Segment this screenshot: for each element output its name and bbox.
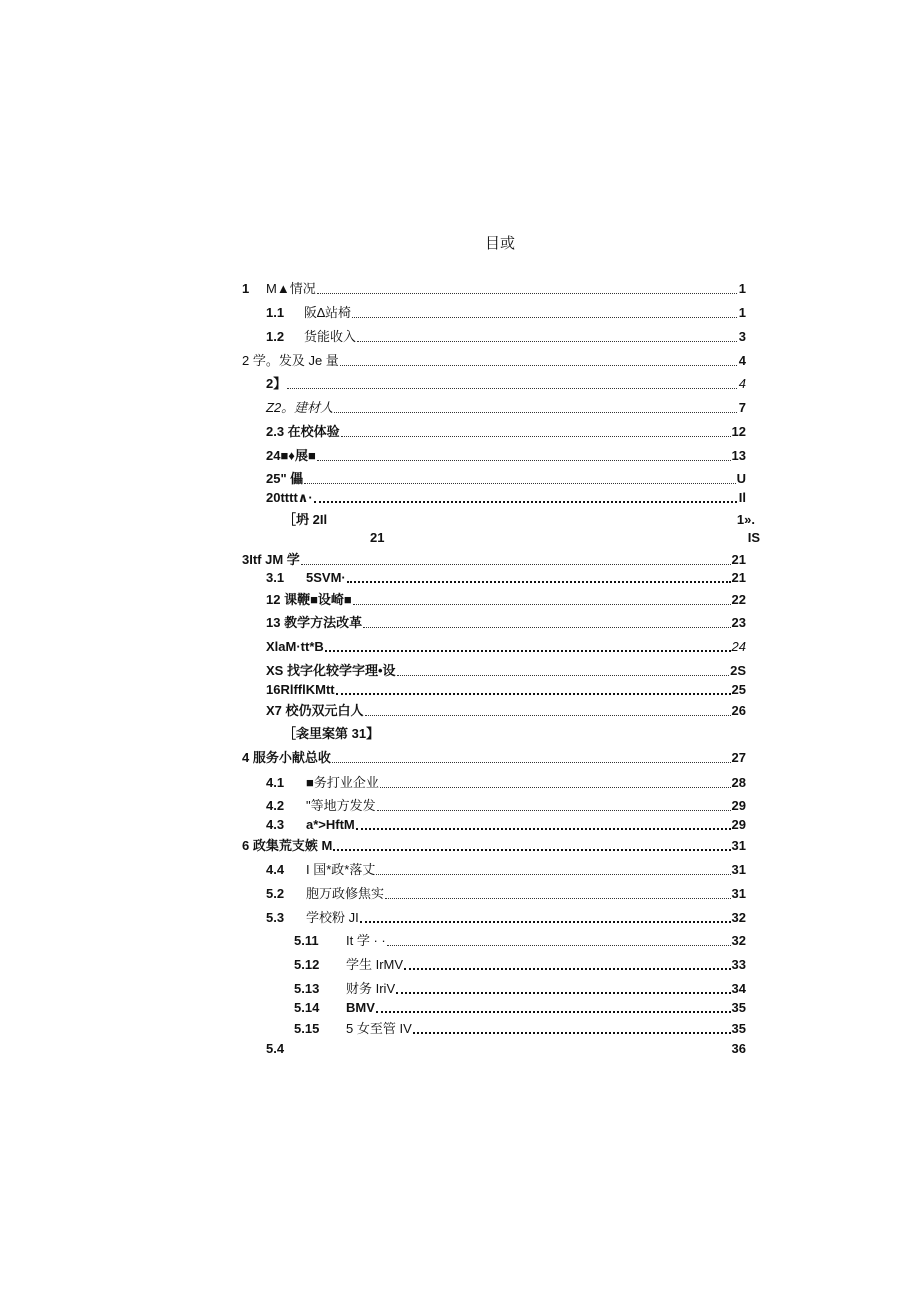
toc-entry-page: U xyxy=(736,471,746,486)
toc-entry-number: 3.1 xyxy=(266,570,285,585)
toc-entry-page: 2S xyxy=(730,663,746,678)
toc-entry-label: 5 女至管 IV xyxy=(346,1021,412,1036)
toc-entry[interactable] xyxy=(294,981,746,997)
toc-entry[interactable] xyxy=(294,957,746,973)
toc-entry-page: 29 xyxy=(731,817,746,832)
leader-dots xyxy=(376,1010,731,1013)
toc-entry-number: 4.2 xyxy=(266,798,285,813)
toc-entry-page: 21 xyxy=(731,552,746,567)
leader-dots xyxy=(397,674,730,676)
toc-entry-label: 胞万政修焦实 xyxy=(306,886,385,901)
leader-dots xyxy=(387,944,731,946)
leader-dots xyxy=(404,967,730,970)
toc-entry-label: ■务打业企业 xyxy=(306,775,379,790)
toc-entry-page: 4 xyxy=(738,376,746,391)
toc-entry-page: 22 xyxy=(731,592,746,607)
toc-entry-label: ［坍 2Il xyxy=(283,512,328,527)
toc-entry-number: 5.11 xyxy=(294,933,319,948)
toc-entry[interactable] xyxy=(266,798,746,814)
toc-entry[interactable] xyxy=(266,775,746,791)
toc-entry-label: 财务 IriV xyxy=(346,981,396,996)
toc-entry[interactable] xyxy=(242,353,746,369)
toc-entry-page: 35 xyxy=(731,1000,746,1015)
toc-entry-label: BMV xyxy=(346,1000,375,1015)
leader-dots xyxy=(287,387,737,389)
toc-entry-page: 25 xyxy=(731,682,746,697)
toc-entry[interactable] xyxy=(266,910,746,926)
toc-entry[interactable] xyxy=(266,329,746,345)
leader-dots xyxy=(325,649,731,652)
leader-dots xyxy=(340,364,737,366)
toc-entry-label: 12 课鞭■设崎■ xyxy=(266,592,352,607)
toc-entry-label: 2 学。发及 Je 量 xyxy=(242,353,339,368)
leader-dots xyxy=(334,411,737,413)
toc-entry[interactable] xyxy=(266,663,746,679)
toc-entry-page: 32 xyxy=(731,933,746,948)
leader-dots xyxy=(376,873,730,875)
toc-entry-number: 5.4 xyxy=(266,1041,285,1056)
toc-entry[interactable] xyxy=(266,592,746,608)
toc-entry[interactable] xyxy=(266,424,746,440)
toc-entry-label: 货能收入 xyxy=(304,329,357,344)
toc-entry-label: 5SVM· xyxy=(306,570,346,585)
toc-entry-number: 4.1 xyxy=(266,775,285,790)
toc-title: 目或 xyxy=(484,235,515,252)
toc-entry-page: 21 xyxy=(731,570,746,585)
leader-dots xyxy=(396,991,730,994)
toc-entry-label: 6 政集荒支嫉 M xyxy=(242,838,333,853)
leader-dots xyxy=(317,459,731,461)
leader-dots xyxy=(380,786,731,788)
toc-entry-page: 32 xyxy=(731,910,746,925)
leader-dots xyxy=(360,920,731,923)
toc-entry-label: 3Itf JM 学 xyxy=(242,552,300,567)
toc-entry-number: 1.2 xyxy=(266,329,285,344)
toc-entry-label: It 学 · · xyxy=(346,933,386,948)
toc-entry-label: XlaM·tt*B xyxy=(266,639,324,654)
toc-entry-number: 2】 xyxy=(266,376,287,391)
toc-entry-number: 5.12 xyxy=(294,957,320,972)
toc-entry-page: 26 xyxy=(731,703,746,718)
leader-dots xyxy=(363,626,730,628)
toc-entry-label: 16RlfflKMtt xyxy=(266,682,335,697)
toc-entry-number: 4.4 xyxy=(266,862,285,877)
toc-entry-page: 36 xyxy=(731,1041,746,1056)
toc-entry-label: 学校粉 JI xyxy=(306,910,359,925)
toc-entry-label: 20tttt∧· xyxy=(266,490,313,505)
toc-entry-label: 2.3 在校体验 xyxy=(266,424,340,439)
leader-dots xyxy=(333,848,730,851)
toc-entry-number: 4.3 xyxy=(266,817,285,832)
leader-dots xyxy=(377,809,731,811)
toc-entry[interactable] xyxy=(242,838,746,854)
leader-dots xyxy=(413,1031,731,1034)
toc-entry-page: 24 xyxy=(731,639,746,654)
toc-entry[interactable] xyxy=(266,570,746,586)
toc-entry[interactable] xyxy=(266,471,746,487)
toc-entry-number: 5.3 xyxy=(266,910,285,925)
toc-entry-label: 阪∆站椅 xyxy=(304,305,351,320)
toc-entry-page: 23 xyxy=(731,615,746,630)
leader-dots xyxy=(365,714,731,716)
toc-entry[interactable] xyxy=(266,400,746,416)
toc-entry[interactable] xyxy=(242,281,746,297)
toc-entry-label: 21 xyxy=(370,530,385,545)
toc-entry-page: 1». xyxy=(736,512,755,527)
toc-entry-page: 3 xyxy=(738,329,746,344)
leader-dots xyxy=(336,692,731,695)
toc-entry-label: XS 找字化较学字理•设 xyxy=(266,663,396,678)
toc-entry[interactable] xyxy=(266,862,746,878)
toc-entry[interactable] xyxy=(266,490,746,506)
toc-entry[interactable] xyxy=(266,703,746,719)
toc-entry-page: IS xyxy=(747,530,760,545)
toc-entry[interactable] xyxy=(294,1000,746,1016)
toc-entry[interactable] xyxy=(266,615,746,631)
toc-entry[interactable] xyxy=(266,817,746,833)
toc-entry-number: 5.14 xyxy=(294,1000,320,1015)
leader-dots xyxy=(353,603,731,605)
toc-entry-label: M▲情况 xyxy=(266,281,316,296)
toc-entry-label: "等地方发发 xyxy=(306,798,376,813)
toc-entry-page: 29 xyxy=(731,798,746,813)
toc-entry-label: 24■♦展■ xyxy=(266,448,316,463)
toc-entry-page: 34 xyxy=(731,981,746,996)
leader-dots xyxy=(341,435,731,437)
toc-entry[interactable] xyxy=(242,552,746,568)
leader-dots xyxy=(357,340,737,342)
leader-dots xyxy=(352,316,737,318)
toc-entry-label: Z2。建材人 xyxy=(266,400,334,415)
toc-entry-page: 31 xyxy=(731,862,746,877)
toc-entry-page: 7 xyxy=(738,400,746,415)
leader-dots xyxy=(332,761,731,763)
toc-entry-number: 1 xyxy=(242,281,250,296)
toc-entry-page: 35 xyxy=(731,1021,746,1036)
toc-entry[interactable] xyxy=(242,750,746,766)
toc-entry-page: 31 xyxy=(731,838,746,853)
toc-entry-page: 1 xyxy=(738,281,746,296)
toc-entry-label: a*>HftM xyxy=(306,817,355,832)
toc-entry-number: 5.2 xyxy=(266,886,285,901)
toc-entry-label: 13 教学方法改革 xyxy=(266,615,363,630)
toc-entry-page: 28 xyxy=(731,775,746,790)
leader-dots xyxy=(385,897,731,899)
leader-dots xyxy=(304,482,735,484)
toc-entry-label: I 国*政*落丈 xyxy=(306,862,376,877)
toc-entry-label: ［衾里案第 31】 xyxy=(283,726,380,741)
toc-entry-page: 27 xyxy=(731,750,746,765)
toc-entry-label: 4 服务小献总收 xyxy=(242,750,331,765)
toc-entry[interactable] xyxy=(266,682,746,698)
toc-entry[interactable] xyxy=(283,512,755,528)
toc-entry[interactable] xyxy=(266,639,746,655)
toc-entry-number: 1.1 xyxy=(266,305,285,320)
toc-entry[interactable] xyxy=(266,448,746,464)
leader-dots xyxy=(356,827,731,830)
toc-entry-label: X7 校仍双元白人 xyxy=(266,703,364,718)
toc-entry-page: 31 xyxy=(731,886,746,901)
toc-entry-page: 1 xyxy=(738,305,746,320)
toc-entry[interactable] xyxy=(294,933,746,949)
toc-entry-page: 4 xyxy=(738,353,746,368)
toc-entry-label: 学生 IrMV xyxy=(346,957,404,972)
leader-dots xyxy=(314,500,737,503)
toc-entry-page: 33 xyxy=(731,957,746,972)
toc-entry-number: 5.13 xyxy=(294,981,320,996)
toc-entry[interactable] xyxy=(283,726,483,742)
toc-entry[interactable] xyxy=(266,1041,746,1057)
toc-entry[interactable] xyxy=(294,1021,746,1037)
toc-entry[interactable] xyxy=(266,376,746,392)
toc-entry[interactable] xyxy=(370,530,760,546)
toc-entry[interactable] xyxy=(266,305,746,321)
toc-entry[interactable] xyxy=(266,886,746,902)
toc-entry-page: 12 xyxy=(731,424,746,439)
leader-dots xyxy=(347,580,731,583)
toc-entry-number: 5.15 xyxy=(294,1021,320,1036)
leader-dots xyxy=(317,292,737,294)
toc-entry-page: 13 xyxy=(731,448,746,463)
toc-entry-label: 25" 儡 xyxy=(266,471,304,486)
toc-entry-page: Il xyxy=(738,490,746,505)
leader-dots xyxy=(301,563,731,565)
